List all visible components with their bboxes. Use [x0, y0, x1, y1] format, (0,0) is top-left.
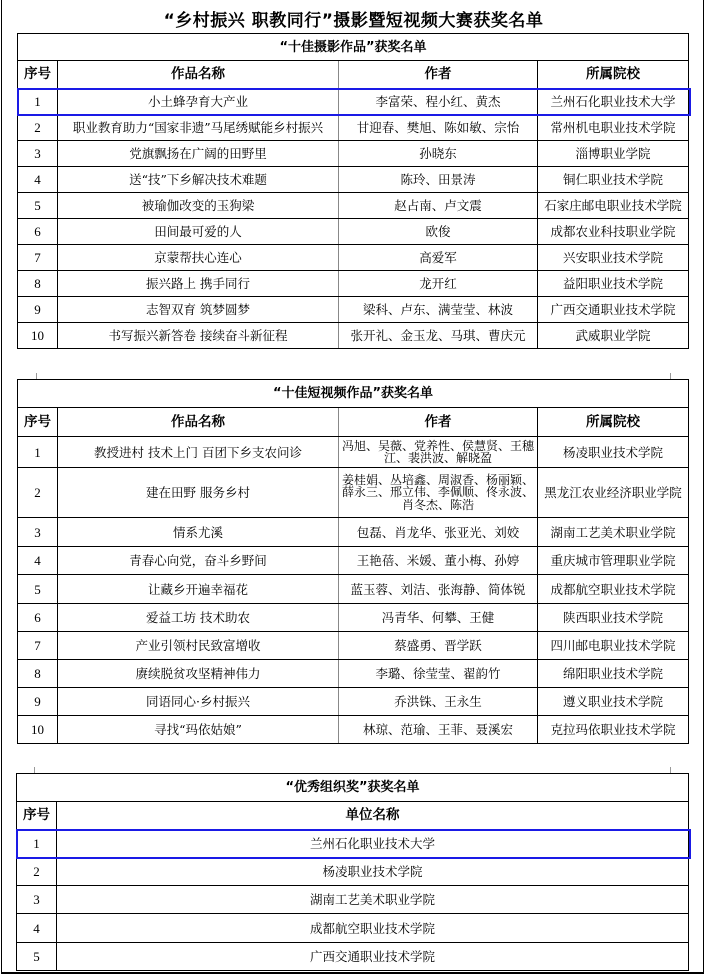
school: 兴安职业技术学院: [538, 245, 689, 271]
work-title: 产业引领村民致富增收: [58, 632, 339, 660]
row-index: 4: [17, 914, 57, 943]
school: 绵阳职业技术学院: [538, 660, 689, 688]
authors: 高爱军: [339, 245, 538, 271]
table-row[interactable]: [17, 830, 689, 858]
row-index: 2: [18, 468, 58, 518]
work-title: 送“技”下乡解决技术难题: [58, 167, 339, 193]
table-row[interactable]: [18, 688, 689, 716]
authors: 甘迎春、樊旭、陈如敏、宗怡: [339, 115, 538, 141]
work-title: 职业教育助力“国家非遗”马尾绣赋能乡村振兴: [58, 115, 339, 141]
school: 广西交通职业技术学院: [538, 297, 689, 323]
work-title: 情系尤溪: [58, 518, 339, 547]
school: 四川邮电职业技术学院: [538, 632, 689, 660]
school: 铜仁职业技术学院: [538, 167, 689, 193]
header-work: 作品名称: [58, 408, 339, 437]
table-row[interactable]: [17, 886, 689, 914]
header-unit: 单位名称: [57, 802, 689, 830]
school: 淄博职业学院: [538, 141, 689, 167]
header-work: 作品名称: [58, 61, 339, 89]
table-row[interactable]: [18, 271, 689, 297]
table-row[interactable]: [18, 547, 689, 575]
row-index: 3: [17, 886, 57, 914]
authors: 陈玲、田景涛: [339, 167, 538, 193]
header-authors: 作者: [339, 408, 538, 437]
authors: 王艳蓓、米媛、董小梅、孙婷: [339, 547, 538, 575]
work-title: 田间最可爱的人: [58, 219, 339, 245]
unit-name: 兰州石化职业技术大学: [57, 830, 689, 858]
header-index: 序号: [18, 408, 58, 437]
row-index: 1: [17, 830, 57, 858]
work-title: 寻找“玛依姑娘”: [58, 716, 339, 744]
unit-name: 杨凌职业技术学院: [57, 858, 689, 886]
school: 石家庄邮电职业技术学院: [538, 193, 689, 219]
page-margin-mark: [670, 373, 671, 379]
authors: 林琼、范瑜、王菲、聂溪宏: [339, 716, 538, 744]
table-row[interactable]: [18, 115, 689, 141]
row-index: 5: [18, 193, 58, 219]
table-row[interactable]: [18, 660, 689, 688]
page-margin-mark: [670, 767, 671, 773]
main-title: “乡村振兴 职教同行”摄影暨短视频大赛获奖名单: [163, 11, 544, 31]
row-index: 10: [18, 716, 58, 744]
table-row[interactable]: [18, 245, 689, 271]
row-index: 9: [18, 297, 58, 323]
table-row[interactable]: [17, 858, 689, 886]
table-row[interactable]: [17, 943, 689, 971]
unit-name: 湖南工艺美术职业学院: [57, 886, 689, 914]
work-title: 建在田野 服务乡村: [58, 468, 339, 518]
row-index: 5: [17, 943, 57, 971]
authors: 蓝玉蓉、刘洁、张海静、简体锐: [339, 575, 538, 604]
table-row[interactable]: [18, 89, 689, 115]
work-title: 志智双育 筑梦圆梦: [58, 297, 339, 323]
school: 重庆城市管理职业学院: [538, 547, 689, 575]
row-index: 3: [18, 518, 58, 547]
school: 兰州石化职业技术大学: [538, 89, 689, 115]
header-index: 序号: [17, 802, 57, 830]
row-index: 10: [18, 323, 58, 349]
row-index: 2: [18, 115, 58, 141]
table-row[interactable]: [18, 468, 689, 518]
table-row[interactable]: [18, 193, 689, 219]
row-index: 6: [18, 219, 58, 245]
page-margin-mark: [34, 767, 35, 773]
header-school: 所属院校: [538, 61, 689, 89]
school: 武威职业学院: [538, 323, 689, 349]
row-index: 4: [18, 547, 58, 575]
school: 杨凌职业技术学院: [538, 437, 689, 468]
row-index: 9: [18, 688, 58, 716]
table-row[interactable]: [18, 141, 689, 167]
row-index: 8: [18, 271, 58, 297]
org-awards-table: [16, 773, 689, 971]
work-title: 党旗飘扬在广阔的田野里: [58, 141, 339, 167]
table-row[interactable]: [18, 297, 689, 323]
work-title: 青春心向党，奋斗乡野间: [58, 547, 339, 575]
school: 益阳职业技术学院: [538, 271, 689, 297]
table-row[interactable]: [18, 219, 689, 245]
header-school: 所属院校: [538, 408, 689, 437]
authors: 冯青华、何攀、王健: [339, 604, 538, 632]
work-title: 爱益工坊 技术助农: [58, 604, 339, 632]
table-title: “十佳短视频作品”获奖名单: [18, 380, 689, 408]
work-title: 小土蜂孕育大产业: [58, 89, 339, 115]
page-margin-mark: [36, 373, 37, 379]
authors: 龙开红: [339, 271, 538, 297]
work-title: 被瑜伽改变的玉狗梁: [58, 193, 339, 219]
work-title: 赓续脱贫攻坚精神伟力: [58, 660, 339, 688]
table-row[interactable]: [18, 323, 689, 349]
table-row[interactable]: [18, 575, 689, 604]
row-index: 8: [18, 660, 58, 688]
header-authors: 作者: [339, 61, 538, 89]
authors: 冯旭、吴薇、党养性、侯慧贤、王穗江、裴洪波、解晓盈: [339, 437, 538, 468]
row-index: 1: [18, 437, 58, 468]
school: 黑龙江农业经济职业学院: [538, 468, 689, 518]
school: 湖南工艺美术职业学院: [538, 518, 689, 547]
authors: 欧俊: [339, 219, 538, 245]
authors: 张开礼、金玉龙、马琪、曹庆元: [339, 323, 538, 349]
row-index: 5: [18, 575, 58, 604]
work-title: 京蒙帮扶心连心: [58, 245, 339, 271]
authors: 乔洪铢、王永生: [339, 688, 538, 716]
table-row[interactable]: [18, 437, 689, 468]
school: 成都航空职业技术学院: [538, 575, 689, 604]
row-index: 7: [18, 245, 58, 271]
authors: 赵占南、卢文震: [339, 193, 538, 219]
school: 常州机电职业技术学院: [538, 115, 689, 141]
authors: 孙晓东: [339, 141, 538, 167]
row-index: 4: [18, 167, 58, 193]
authors: 姜桂娟、丛培鑫、周淑香、杨丽颖、薛永三、邢立伟、李佩顺、佟永波、肖冬杰、陈浩: [339, 468, 538, 518]
row-index: 6: [18, 604, 58, 632]
header-index: 序号: [18, 61, 58, 89]
table-title: “优秀组织奖”获奖名单: [17, 774, 689, 802]
authors: 梁科、卢东、满莹莹、林波: [339, 297, 538, 323]
row-index: 1: [18, 89, 58, 115]
table-title: “十佳摄影作品”获奖名单: [18, 34, 689, 61]
table-row[interactable]: [18, 167, 689, 193]
photo-awards-table: [17, 33, 689, 349]
unit-name: 成都航空职业技术学院: [57, 914, 689, 943]
row-index: 3: [18, 141, 58, 167]
work-title: 书写振兴新答卷 接续奋斗新征程: [58, 323, 339, 349]
authors: 包磊、肖龙华、张亚光、刘姣: [339, 518, 538, 547]
table-row[interactable]: [18, 604, 689, 632]
video-awards-table: [17, 379, 689, 744]
school: 陕西职业技术学院: [538, 604, 689, 632]
row-index: 7: [18, 632, 58, 660]
table-row[interactable]: [18, 518, 689, 547]
school: 克拉玛依职业技术学院: [538, 716, 689, 744]
school: 成都农业科技职业学院: [538, 219, 689, 245]
school: 遵义职业技术学院: [538, 688, 689, 716]
table-row[interactable]: [18, 632, 689, 660]
work-title: 振兴路上 携手同行: [58, 271, 339, 297]
work-title: 同语同心·乡村振兴: [58, 688, 339, 716]
work-title: 教授进村 技术上门 百团下乡支农问诊: [58, 437, 339, 468]
authors: 李富荣、程小红、黄杰: [339, 89, 538, 115]
table-row[interactable]: [17, 914, 689, 943]
table-row[interactable]: [18, 716, 689, 744]
unit-name: 广西交通职业技术学院: [57, 943, 689, 971]
authors: 蔡盛勇、晋学跃: [339, 632, 538, 660]
work-title: 让藏乡开遍幸福花: [58, 575, 339, 604]
authors: 李璐、徐莹莹、翟韵竹: [339, 660, 538, 688]
row-index: 2: [17, 858, 57, 886]
